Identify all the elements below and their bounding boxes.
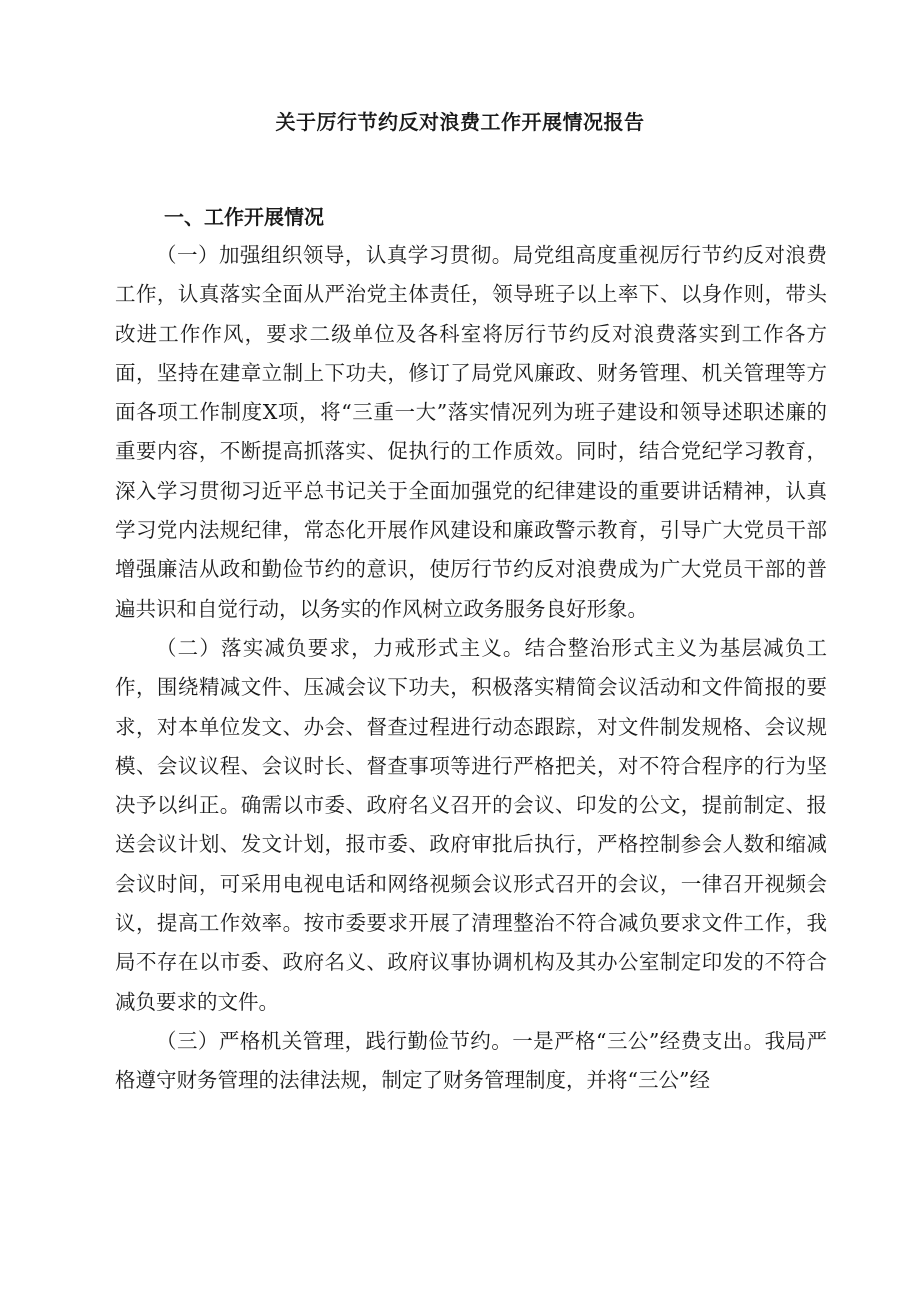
- paragraph-1: （一）加强组织领导，认真学习贯彻。局党组高度重视厉行节约反对浪费工作，认真落实全面从严治党主体责任，领导班子以上率下、以身作则，带头改进工作作风，要求二级单位及各科室将厉行节约反对浪费落实到工作各方面，坚持在建章立制上下功夫，修订了局党风廉政、财务管理、机关管理等方面各项工作制度X项，将“三重一大”落实情况列为班子建设和领导述职述廉的重要内容，不断提高抓落实、促执行的工作质效。同时，结合党纪学习教育，深入学习贯彻习近平总书记关于全面加强党的纪律建设的重要讲话精神，认真学习党内法规纪律，常态化开展作风建设和廉政警示教育，引导广大党员干部增强廉洁从政和勤俭节约的意识，使厉行节约反对浪费成为广大党员干部的普遍共识和自觉行动，以务实的作风树立政务服务良好形象。: [115, 243, 827, 621]
- paragraph-2: （二）落实减负要求，力戒形式主义。结合整治形式主义为基层减负工作，围绕精减文件、压减会议下功夫，积极落实精简会议活动和文件简报的要求，对本单位发文、办会、督查过程进行动态跟踪，对文件制发规格、会议规模、会议议程、会议时长、督查事项等进行严格把关，对不符合程序的行为坚决予以纠正。确需以市委、政府名义召开的会议、印发的公文，提前制定、报送会议计划、发文计划，报市委、政府审批后执行，严格控制参会人数和缩减会议时间，可采用电视电话和网络视频会议形式召开的会议，一律召开视频会议，提高工作效率。按市委要求开展了清理整治不符合减负要求文件工作，我局不存在以市委、政府名义、政府议事协调机构及其办公室制定印发的不符合减负要求的文件。: [115, 635, 827, 1014]
- section-heading: 一、工作开展情况: [164, 205, 324, 229]
- document-title: 关于厉行节约反对浪费工作开展情况报告: [275, 110, 645, 134]
- paragraph-3: （三）严格机关管理，践行勤俭节约。一是严格“三公”经费支出。我局严格遵守财务管理的法律法规，制定了财务管理制度，并将“三公”经: [115, 1028, 827, 1093]
- document-body: [115, 236, 827, 1101]
